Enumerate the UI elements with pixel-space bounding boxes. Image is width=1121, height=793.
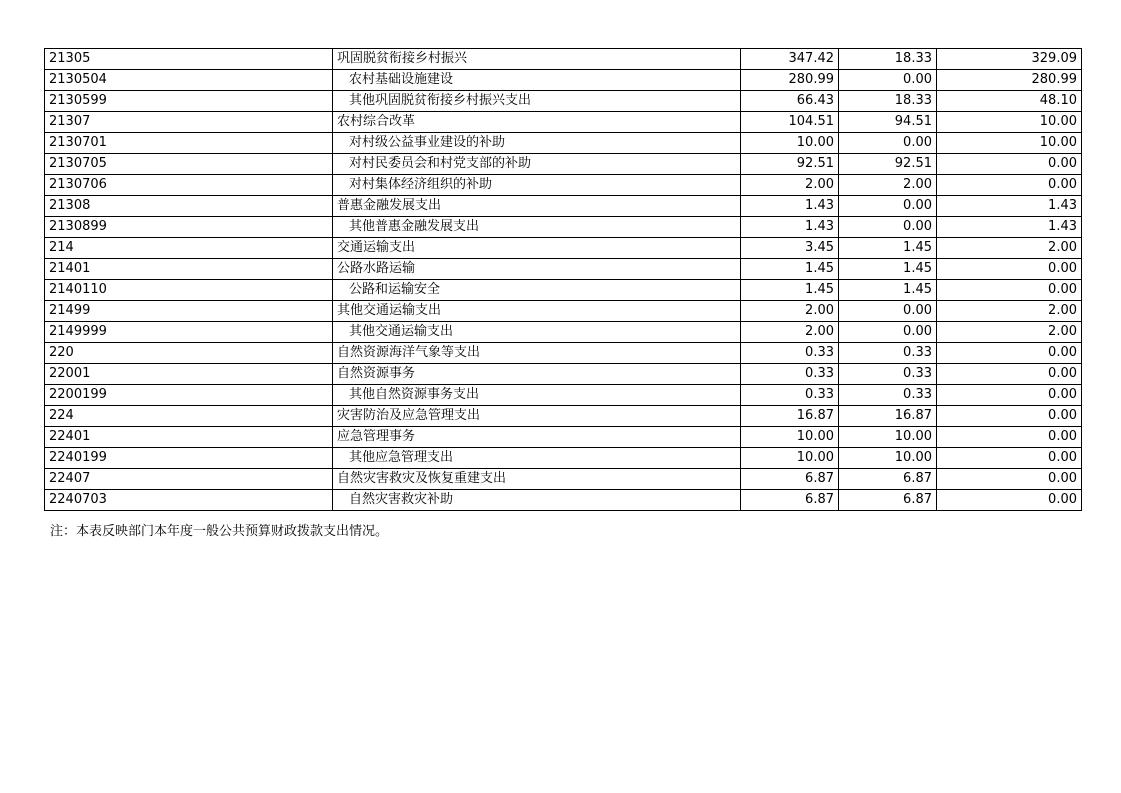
- subject-name-cell: 自然资源海洋气象等支出: [333, 343, 741, 364]
- basic-expenditure-cell: 0.00: [839, 217, 937, 238]
- subject-name-cell: 自然灾害救灾及恢复重建支出: [333, 469, 741, 490]
- basic-expenditure-cell: 10.00: [839, 427, 937, 448]
- basic-expenditure-cell: 0.33: [839, 343, 937, 364]
- subject-name-cell: 其他交通运输支出: [333, 322, 741, 343]
- subject-code-cell: 22001: [45, 364, 333, 385]
- subject-code-cell: 21307: [45, 112, 333, 133]
- table-row: [45, 385, 1082, 406]
- subject-name-cell: 公路水路运输: [333, 259, 741, 280]
- subject-code-cell: 2130701: [45, 133, 333, 154]
- subject-code-cell: 2240703: [45, 490, 333, 511]
- subject-name-cell: 农村基础设施建设: [333, 70, 741, 91]
- basic-expenditure-cell: 92.51: [839, 154, 937, 175]
- project-expenditure-cell: 1.43: [937, 196, 1082, 217]
- expenditure-table: [44, 48, 1082, 511]
- total-amount-cell: 1.45: [741, 280, 839, 301]
- footnote: 注：本表反映部门本年度一般公共预算财政拨款支出情况。: [50, 524, 389, 539]
- total-amount-cell: 104.51: [741, 112, 839, 133]
- project-expenditure-cell: 0.00: [937, 280, 1082, 301]
- project-expenditure-cell: 48.10: [937, 91, 1082, 112]
- table-row: [45, 49, 1082, 70]
- subject-name-cell: 其他自然资源事务支出: [333, 385, 741, 406]
- subject-code-cell: 220: [45, 343, 333, 364]
- basic-expenditure-cell: 0.00: [839, 196, 937, 217]
- basic-expenditure-cell: 0.00: [839, 133, 937, 154]
- subject-code-cell: 2130706: [45, 175, 333, 196]
- subject-code-cell: 214: [45, 238, 333, 259]
- total-amount-cell: 2.00: [741, 175, 839, 196]
- basic-expenditure-cell: 1.45: [839, 259, 937, 280]
- subject-code-cell: 224: [45, 406, 333, 427]
- total-amount-cell: 92.51: [741, 154, 839, 175]
- total-amount-cell: 1.43: [741, 196, 839, 217]
- table-row: [45, 406, 1082, 427]
- table-row: [45, 196, 1082, 217]
- basic-expenditure-cell: 0.33: [839, 385, 937, 406]
- table-row: [45, 112, 1082, 133]
- subject-code-cell: 2130599: [45, 91, 333, 112]
- total-amount-cell: 2.00: [741, 301, 839, 322]
- subject-code-cell: 22407: [45, 469, 333, 490]
- subject-name-cell: 对村集体经济组织的补助: [333, 175, 741, 196]
- subject-name-cell: 交通运输支出: [333, 238, 741, 259]
- project-expenditure-cell: 0.00: [937, 469, 1082, 490]
- subject-name-cell: 公路和运输安全: [333, 280, 741, 301]
- subject-name-cell: 其他应急管理支出: [333, 448, 741, 469]
- subject-code-cell: 22401: [45, 427, 333, 448]
- budget-sheet: [44, 48, 1082, 511]
- table-row: [45, 469, 1082, 490]
- subject-name-cell: 农村综合改革: [333, 112, 741, 133]
- total-amount-cell: 3.45: [741, 238, 839, 259]
- basic-expenditure-cell: 6.87: [839, 490, 937, 511]
- total-amount-cell: 16.87: [741, 406, 839, 427]
- project-expenditure-cell: 0.00: [937, 175, 1082, 196]
- project-expenditure-cell: 2.00: [937, 322, 1082, 343]
- subject-name-cell: 巩固脱贫衔接乡村振兴: [333, 49, 741, 70]
- total-amount-cell: 1.45: [741, 259, 839, 280]
- subject-code-cell: 21499: [45, 301, 333, 322]
- table-row: [45, 427, 1082, 448]
- subject-code-cell: 21308: [45, 196, 333, 217]
- basic-expenditure-cell: 18.33: [839, 91, 937, 112]
- table-row: [45, 301, 1082, 322]
- subject-code-cell: 2149999: [45, 322, 333, 343]
- table-row: [45, 154, 1082, 175]
- total-amount-cell: 2.00: [741, 322, 839, 343]
- total-amount-cell: 10.00: [741, 427, 839, 448]
- table-row: [45, 448, 1082, 469]
- basic-expenditure-cell: 94.51: [839, 112, 937, 133]
- table-row: [45, 322, 1082, 343]
- project-expenditure-cell: 0.00: [937, 259, 1082, 280]
- subject-name-cell: 其他普惠金融发展支出: [333, 217, 741, 238]
- subject-code-cell: 2140110: [45, 280, 333, 301]
- table-row: [45, 259, 1082, 280]
- subject-code-cell: 2240199: [45, 448, 333, 469]
- table-row: [45, 217, 1082, 238]
- total-amount-cell: 1.43: [741, 217, 839, 238]
- table-row: [45, 238, 1082, 259]
- subject-name-cell: 其他交通运输支出: [333, 301, 741, 322]
- basic-expenditure-cell: 2.00: [839, 175, 937, 196]
- basic-expenditure-cell: 0.00: [839, 322, 937, 343]
- subject-code-cell: 2130899: [45, 217, 333, 238]
- table-row: [45, 70, 1082, 91]
- project-expenditure-cell: 0.00: [937, 427, 1082, 448]
- total-amount-cell: 66.43: [741, 91, 839, 112]
- subject-name-cell: 普惠金融发展支出: [333, 196, 741, 217]
- subject-name-cell: 对村级公益事业建设的补助: [333, 133, 741, 154]
- project-expenditure-cell: 2.00: [937, 238, 1082, 259]
- total-amount-cell: 0.33: [741, 343, 839, 364]
- table-row: [45, 91, 1082, 112]
- total-amount-cell: 347.42: [741, 49, 839, 70]
- subject-code-cell: 2130504: [45, 70, 333, 91]
- table-row: [45, 133, 1082, 154]
- subject-code-cell: 21305: [45, 49, 333, 70]
- subject-name-cell: 对村民委员会和村党支部的补助: [333, 154, 741, 175]
- subject-name-cell: 其他巩固脱贫衔接乡村振兴支出: [333, 91, 741, 112]
- basic-expenditure-cell: 1.45: [839, 238, 937, 259]
- project-expenditure-cell: 1.43: [937, 217, 1082, 238]
- basic-expenditure-cell: 16.87: [839, 406, 937, 427]
- subject-name-cell: 应急管理事务: [333, 427, 741, 448]
- project-expenditure-cell: 329.09: [937, 49, 1082, 70]
- table-row: [45, 280, 1082, 301]
- basic-expenditure-cell: 18.33: [839, 49, 937, 70]
- total-amount-cell: 6.87: [741, 490, 839, 511]
- project-expenditure-cell: 0.00: [937, 385, 1082, 406]
- total-amount-cell: 280.99: [741, 70, 839, 91]
- subject-name-cell: 灾害防治及应急管理支出: [333, 406, 741, 427]
- project-expenditure-cell: 0.00: [937, 490, 1082, 511]
- table-row: [45, 490, 1082, 511]
- table-row: [45, 343, 1082, 364]
- basic-expenditure-cell: 1.45: [839, 280, 937, 301]
- project-expenditure-cell: 2.00: [937, 301, 1082, 322]
- basic-expenditure-cell: 0.33: [839, 364, 937, 385]
- basic-expenditure-cell: 0.00: [839, 301, 937, 322]
- basic-expenditure-cell: 6.87: [839, 469, 937, 490]
- total-amount-cell: 6.87: [741, 469, 839, 490]
- table-body: [45, 49, 1082, 511]
- subject-name-cell: 自然灾害救灾补助: [333, 490, 741, 511]
- basic-expenditure-cell: 0.00: [839, 70, 937, 91]
- table-row: [45, 175, 1082, 196]
- project-expenditure-cell: 0.00: [937, 343, 1082, 364]
- subject-code-cell: 2200199: [45, 385, 333, 406]
- total-amount-cell: 0.33: [741, 364, 839, 385]
- project-expenditure-cell: 280.99: [937, 70, 1082, 91]
- total-amount-cell: 10.00: [741, 448, 839, 469]
- project-expenditure-cell: 10.00: [937, 112, 1082, 133]
- table-row: [45, 364, 1082, 385]
- project-expenditure-cell: 10.00: [937, 133, 1082, 154]
- subject-code-cell: 2130705: [45, 154, 333, 175]
- project-expenditure-cell: 0.00: [937, 154, 1082, 175]
- basic-expenditure-cell: 10.00: [839, 448, 937, 469]
- total-amount-cell: 0.33: [741, 385, 839, 406]
- project-expenditure-cell: 0.00: [937, 406, 1082, 427]
- project-expenditure-cell: 0.00: [937, 448, 1082, 469]
- total-amount-cell: 10.00: [741, 133, 839, 154]
- subject-name-cell: 自然资源事务: [333, 364, 741, 385]
- project-expenditure-cell: 0.00: [937, 364, 1082, 385]
- subject-code-cell: 21401: [45, 259, 333, 280]
